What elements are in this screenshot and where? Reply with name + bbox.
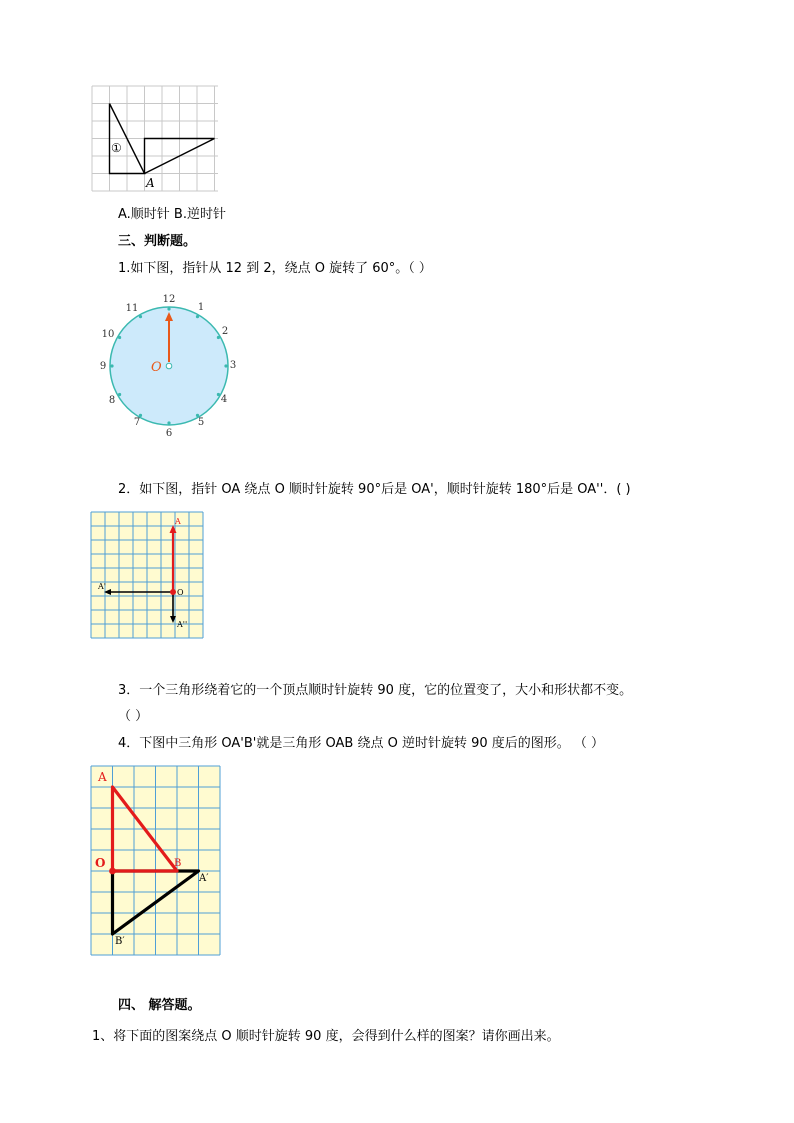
clock-number-8: 8 xyxy=(108,395,116,406)
label-o: O xyxy=(95,856,106,870)
figure-1-rotation-grid xyxy=(92,86,222,196)
label-a-prime: A′ xyxy=(199,873,209,884)
section-3-title: 三、判断题。 xyxy=(118,234,197,249)
clock-number-1: 1 xyxy=(197,302,205,313)
label-a-prime: A' xyxy=(98,582,106,591)
label-o: O xyxy=(177,588,184,597)
clock-number-2: 2 xyxy=(221,326,229,337)
clock-center-label: O xyxy=(151,360,162,375)
label-a-double-prime: A'' xyxy=(177,620,188,629)
choice-options: A.顺时针 B.逆时针 xyxy=(118,207,226,222)
question-4-text: 4．下图中三角形 OA'B'就是三角形 OAB 绕点 O 逆时针旋转 90 度后的图形。 （ ） xyxy=(118,736,605,751)
section-4-title: 四、 解答题。 xyxy=(118,998,201,1013)
question-3-bracket: （ ） xyxy=(118,709,149,724)
clock-number-3: 3 xyxy=(229,360,237,371)
label-b: B xyxy=(174,858,182,869)
clock-number-11: 11 xyxy=(125,303,139,314)
answer-question-1-text: 1、将下面的图案绕点 O 顺时针旋转 90 度，会得到什么样的图案？请你画出来。 xyxy=(92,1029,560,1044)
clock-number-12: 12 xyxy=(162,294,176,305)
clock-number-4: 4 xyxy=(220,394,228,405)
question-3-text: 3．一个三角形绕着它的一个顶点顺时针旋转 90 度，它的位置变了，大小和形状都不变。 xyxy=(118,683,633,698)
clock-number-7: 7 xyxy=(133,417,141,428)
point-o xyxy=(170,589,176,595)
clock-figure xyxy=(94,290,244,440)
label-b-prime: B′ xyxy=(115,936,125,947)
point-o xyxy=(109,868,116,875)
shape-number-label: ① xyxy=(111,141,122,155)
clock-number-6: 6 xyxy=(165,428,173,439)
label-a: A xyxy=(98,770,107,784)
point-a-label: A xyxy=(146,176,155,190)
question-1-text: 1.如下图，指针从 12 到 2，绕点 O 旋转了 60°。（ ） xyxy=(118,261,432,276)
clock-center xyxy=(166,363,172,369)
label-a: A xyxy=(175,517,181,526)
clock-number-9: 9 xyxy=(99,361,107,372)
question-2-grid-figure xyxy=(91,512,207,642)
question-4-grid-figure xyxy=(91,766,227,966)
clock-number-10: 10 xyxy=(101,329,115,340)
clock-number-5: 5 xyxy=(197,417,205,428)
question-2-text: 2．如下图，指针 OA 绕点 O 顺时针旋转 90°后是 OA'，顺时针旋转 180°后是 OA''．( ) xyxy=(118,482,631,497)
